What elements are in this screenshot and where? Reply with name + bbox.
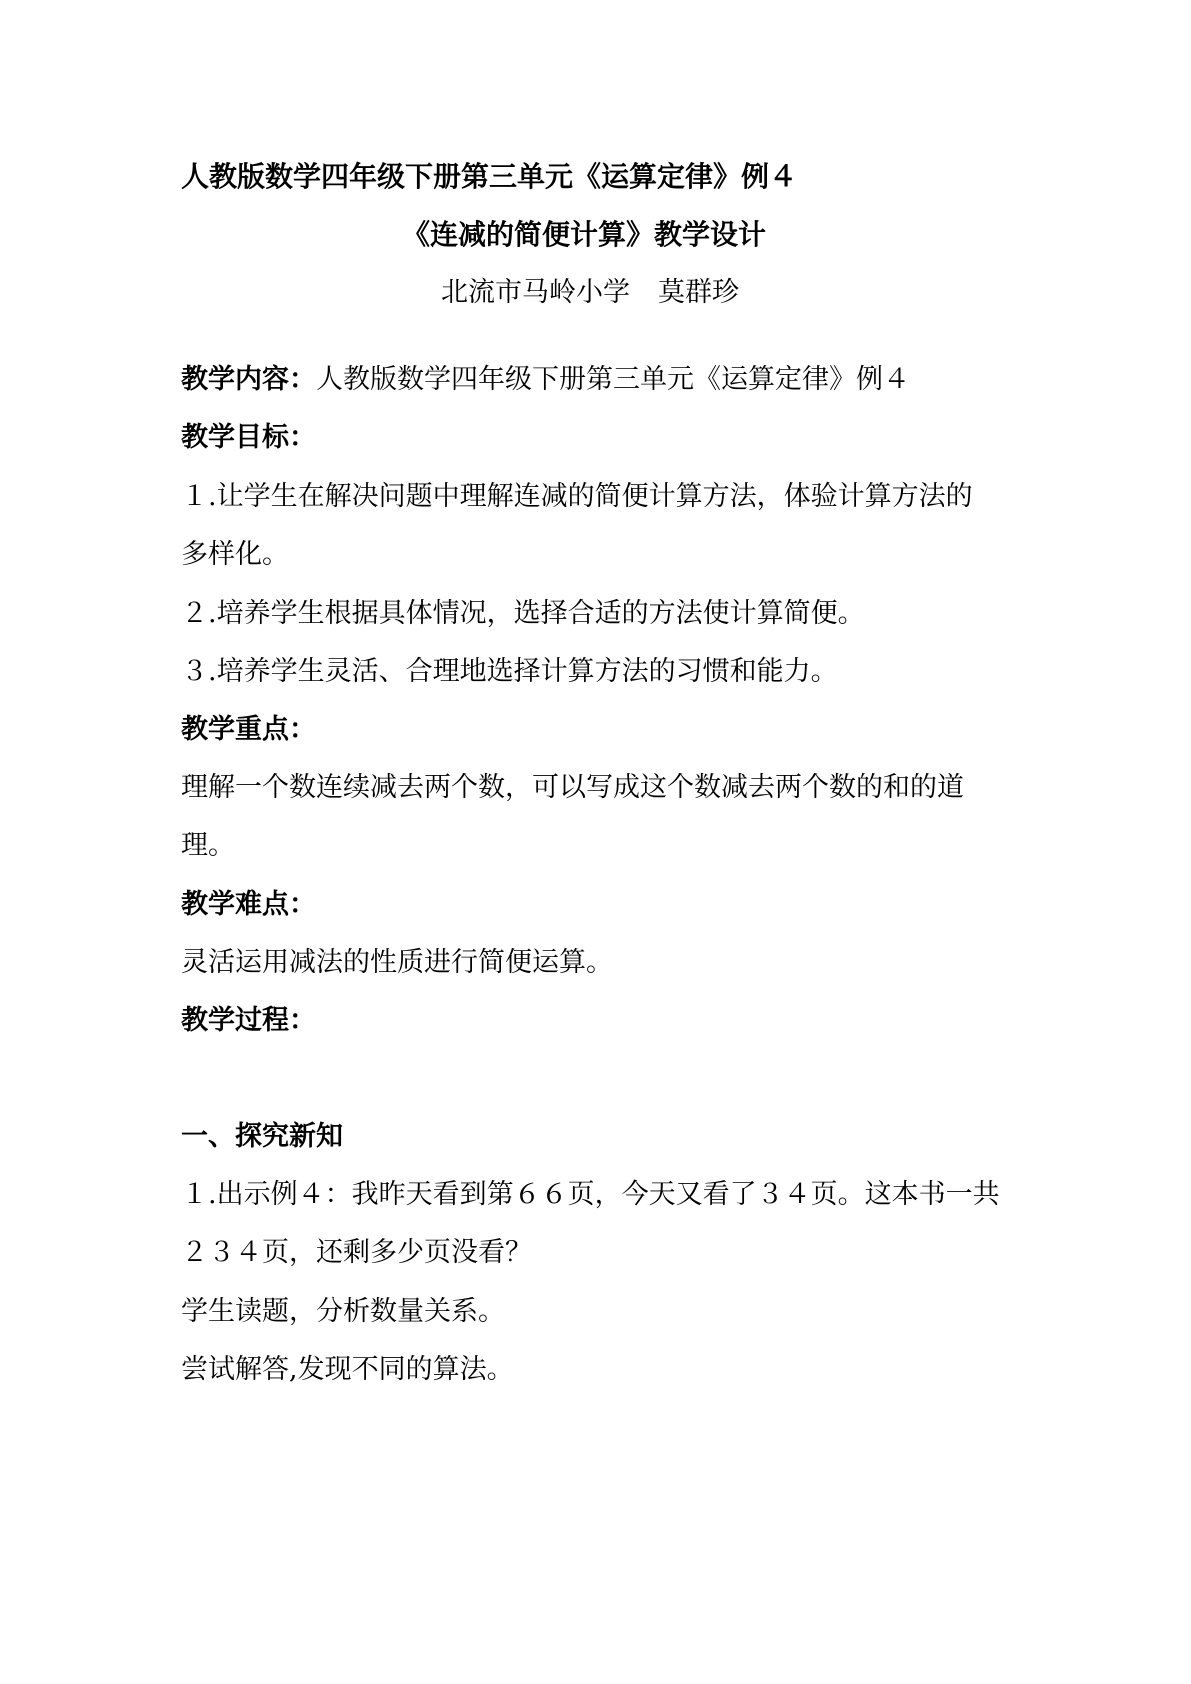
goal-1-line-1: １.让学生在解决问题中理解连减的简便计算方法，体验计算方法的 xyxy=(181,481,973,512)
example-4-line-2: ２３４页，还剩多少页没看？ xyxy=(181,1237,532,1268)
example-4-line-1: １.出示例４：我昨天看到第６６页，今天又看了３４页。这本书一共 xyxy=(181,1179,1000,1210)
section-1-heading: 一、探究新知 xyxy=(181,1121,343,1152)
teaching-content-text: 人教版数学四年级下册第三单元《运算定律》例４ xyxy=(316,364,910,395)
key-point-line-1: 理解一个数连续减去两个数，可以写成这个数减去两个数的和的道 xyxy=(181,772,964,803)
document-subtitle: 《连减的简便计算》教学设计 xyxy=(402,218,767,251)
author-name: 莫群珍 xyxy=(658,277,739,308)
document-title: 人教版数学四年级下册第三单元《运算定律》例４ xyxy=(181,160,798,193)
try-solving-text: 尝试解答,发现不同的算法。 xyxy=(181,1354,514,1385)
key-point-line-2: 理。 xyxy=(181,830,235,861)
goal-3: ３.培养学生灵活、合理地选择计算方法的习惯和能力。 xyxy=(181,656,838,687)
goal-2: ２.培养学生根据具体情况，选择合适的方法使计算简便。 xyxy=(181,598,865,629)
teaching-content xyxy=(181,363,910,397)
school-name: 北流市马岭小学 xyxy=(441,277,630,308)
goal-1-line-2: 多样化。 xyxy=(181,539,289,570)
difficulty-text: 灵活运用减法的性质进行简便运算。 xyxy=(181,947,613,978)
process-label: 教学过程： xyxy=(181,1005,316,1036)
teaching-goals-label: 教学目标： xyxy=(181,422,316,453)
teaching-content-label: 教学内容： xyxy=(181,364,316,395)
difficulty-label: 教学难点： xyxy=(181,889,316,920)
key-point-label: 教学重点： xyxy=(181,714,316,745)
student-reading-text: 学生读题，分析数量关系。 xyxy=(181,1296,505,1327)
author-line xyxy=(441,276,739,310)
